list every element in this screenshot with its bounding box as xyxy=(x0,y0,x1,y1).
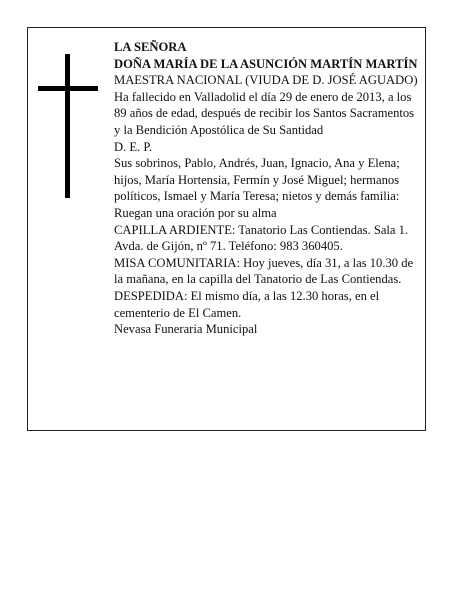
prayer-request: Ruegan una oración por su alma xyxy=(114,205,277,220)
profession: MAESTRA NACIONAL (VIUDA DE D. JOSÉ AGUADO) xyxy=(114,73,418,88)
cross-vertical-bar xyxy=(65,54,70,198)
mass-info: MISA COMUNITARIA: Hoy jueves, día 31, a las 10.30 de la mañana, en la capilla del Tanatorio de Las Contiendas. xyxy=(114,255,414,287)
family-list: Sus sobrinos, Pablo, Andrés, Juan, Ignacio, Ana y Elena; hijos, María Hortensia, Fermín y José Miguel; hermanos políticos, Ismael y María Teresa; nietos y demás familia: xyxy=(114,156,400,204)
chapel-info: CAPILLA ARDIENTE: Tanatorio Las Contiendas. Sala 1. Avda. de Gijón, nº 71. Teléfono: 983 360405. xyxy=(114,222,409,254)
cross-icon xyxy=(38,54,98,198)
rip-text: D. E. P. xyxy=(114,139,153,154)
cross-horizontal-bar xyxy=(38,86,98,91)
death-statement: Ha fallecido en Valladolid el día 29 de enero de 2013, a los 89 años de edad, después de recibir los Santos Sacramentos y la Bendición Apostólica de Su Santidad xyxy=(114,89,415,137)
farewell-info: DESPEDIDA: El mismo día, a las 12.30 horas, en el cementerio de El Camen. xyxy=(114,288,380,320)
notice-title-line1: LA SEÑORA xyxy=(114,40,187,54)
funeral-home: Nevasa Funeraria Municipal xyxy=(114,322,258,337)
obituary-notice xyxy=(27,27,426,431)
notice-text xyxy=(114,39,420,338)
deceased-name: DOÑA MARÍA DE LA ASUNCIÓN MARTÍN MARTÍN xyxy=(114,56,418,71)
